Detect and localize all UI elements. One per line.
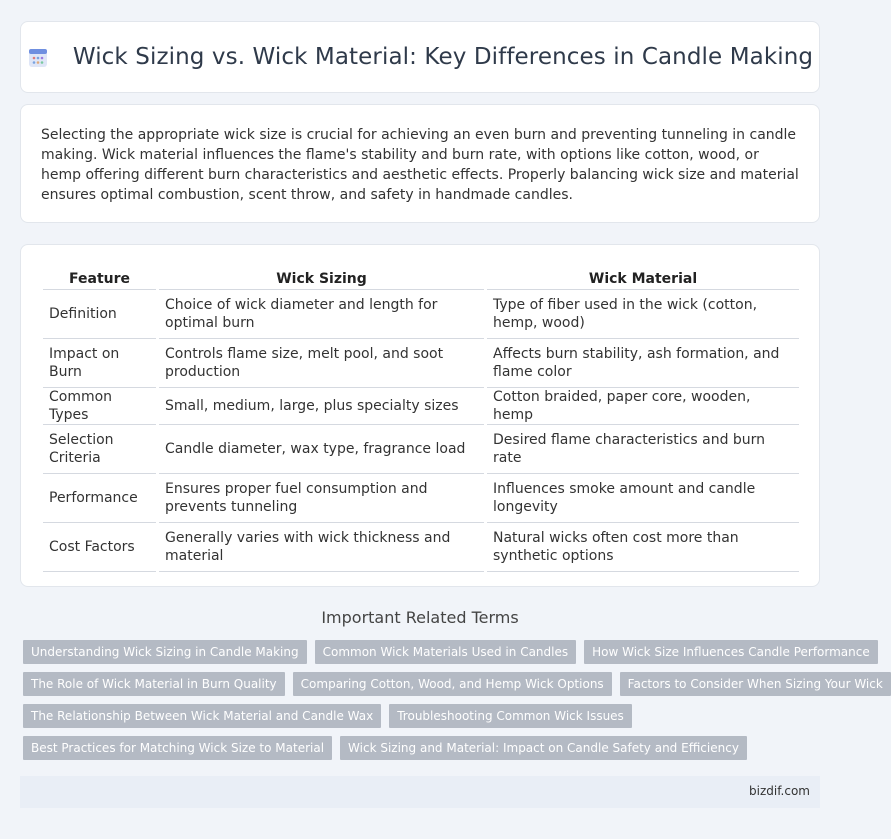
row-wick-sizing: Candle diameter, wax type, fragrance load <box>159 425 484 474</box>
related-term-tag[interactable]: Troubleshooting Common Wick Issues <box>389 704 632 728</box>
related-term-tag[interactable]: The Relationship Between Wick Material and Candle Wax <box>23 704 381 728</box>
row-wick-material: Type of fiber used in the wick (cotton, hemp, wood) <box>487 290 799 339</box>
related-term-tag[interactable]: The Role of Wick Material in Burn Quality <box>23 672 285 696</box>
row-feature: Impact on Burn <box>43 339 156 388</box>
row-feature: Performance <box>43 474 156 523</box>
row-wick-sizing: Ensures proper fuel consumption and prevents tunneling <box>159 474 484 523</box>
row-wick-sizing: Choice of wick diameter and length for optimal burn <box>159 290 484 339</box>
comparison-table <box>40 262 802 572</box>
related-term-tag[interactable]: Comparing Cotton, Wood, and Hemp Wick Options <box>293 672 612 696</box>
comparison-card <box>20 244 820 587</box>
row-feature: Definition <box>43 290 156 339</box>
table-row <box>43 388 799 425</box>
document-icon <box>27 47 49 69</box>
related-term-tag[interactable]: Factors to Consider When Sizing Your Wick <box>620 672 891 696</box>
row-wick-material: Desired flame characteristics and burn rate <box>487 425 799 474</box>
table-row <box>43 290 799 339</box>
table-row <box>43 523 799 572</box>
related-term-tag[interactable]: Common Wick Materials Used in Candles <box>315 640 577 664</box>
related-term-tag[interactable]: Understanding Wick Sizing in Candle Making <box>23 640 307 664</box>
row-wick-sizing: Generally varies with wick thickness and material <box>159 523 484 572</box>
intro-paragraph: Selecting the appropriate wick size is crucial for achieving an even burn and preventing tunneling in candle making. Wick material influences the flame's stability and burn rate, with options like cotton, wood, or hemp offering different burn characteristics and aesthetic effects. Properly balancing wick size and material ensures optimal combustion, scent throw, and safety in handmade candles. <box>41 127 799 203</box>
table-row <box>43 339 799 388</box>
related-term-tag[interactable]: How Wick Size Influences Candle Performance <box>584 640 878 664</box>
table-header-row <box>43 262 799 290</box>
related-terms-heading: Important Related Terms <box>321 608 519 627</box>
related-term-tag[interactable]: Best Practices for Matching Wick Size to Material <box>23 736 332 760</box>
row-wick-material: Cotton braided, paper core, wooden, hemp <box>487 388 799 425</box>
row-wick-material: Affects burn stability, ash formation, and flame color <box>487 339 799 388</box>
table-row <box>43 425 799 474</box>
title-card <box>20 21 820 93</box>
row-feature: Common Types <box>43 388 156 425</box>
header-wick-sizing: Wick Sizing <box>159 262 484 290</box>
footer <box>20 776 820 808</box>
row-wick-material: Influences smoke amount and candle longevity <box>487 474 799 523</box>
header-feature: Feature <box>43 262 156 290</box>
header-wick-material: Wick Material <box>487 262 799 290</box>
row-feature: Selection Criteria <box>43 425 156 474</box>
intro-card <box>20 104 820 223</box>
page-title: Wick Sizing vs. Wick Material: Key Differences in Candle Making <box>72 44 814 70</box>
row-wick-sizing: Small, medium, large, plus specialty sizes <box>159 388 484 425</box>
related-terms-list <box>23 640 883 768</box>
row-feature: Cost Factors <box>43 523 156 572</box>
related-term-tag[interactable]: Wick Sizing and Material: Impact on Candle Safety and Efficiency <box>340 736 747 760</box>
row-wick-material: Natural wicks often cost more than synthetic options <box>487 523 799 572</box>
row-wick-sizing: Controls flame size, melt pool, and soot production <box>159 339 484 388</box>
footer-brand[interactable]: bizdif.com <box>749 784 810 798</box>
table-row <box>43 474 799 523</box>
